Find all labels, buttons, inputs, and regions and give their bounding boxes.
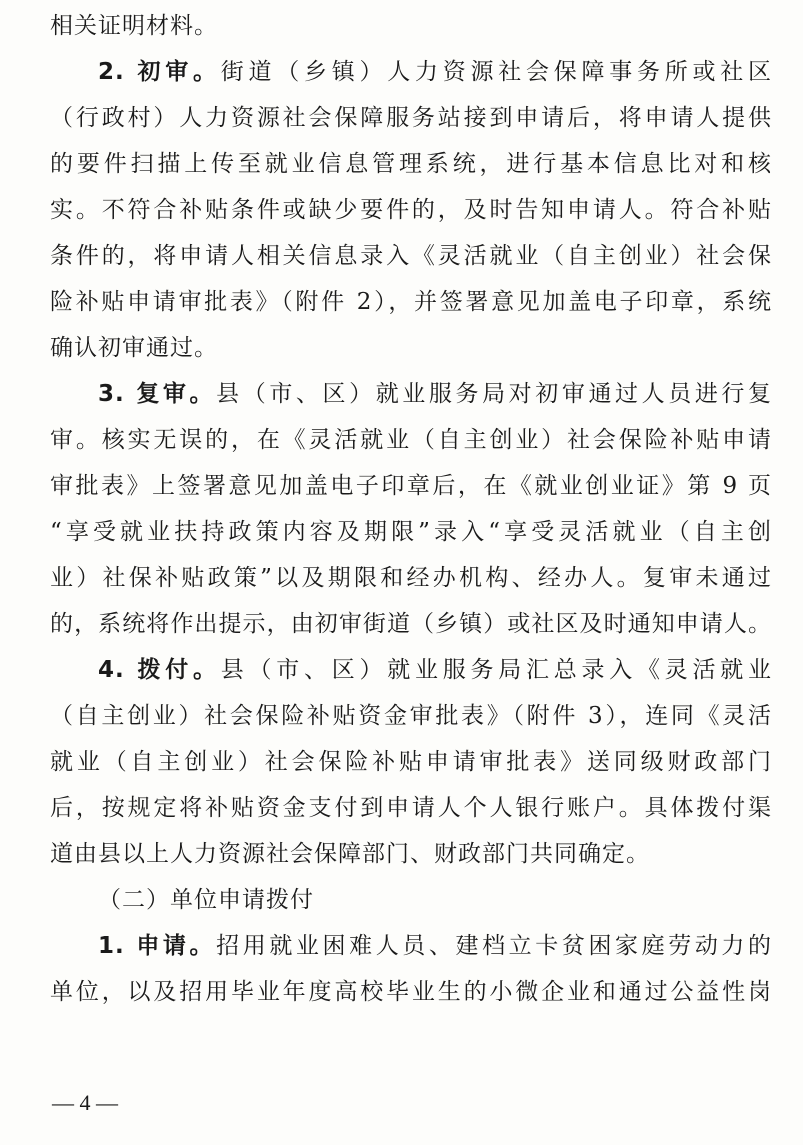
paragraph-line: 条件的，将申请人相关信息录入《灵活就业（自主创业）社会保 (50, 243, 772, 269)
paragraph-line: 相关证明材料。 (50, 13, 218, 39)
paragraph-line: 确认初审通过。 (50, 335, 218, 361)
paragraph-line: 审批表》上签署意见加盖电子印章后，在《就业创业证》第 9 页 (50, 473, 772, 499)
paragraph-first-line: 4. 拨付。县（市、区）就业服务局汇总录入《灵活就业 (98, 657, 772, 683)
paragraph-line: “享受就业扶持政策内容及期限”录入“享受灵活就业（自主创 (50, 519, 772, 545)
paragraph-first-line: 1. 申请。招用就业困难人员、建档立卡贫困家庭劳动力的 (98, 933, 772, 959)
paragraph-line: 险补贴申请审批表》（附件 2），并签署意见加盖电子印章，系统 (50, 289, 772, 315)
document-body (50, 3, 772, 1015)
page-number: — 4 — (52, 1090, 118, 1115)
section-title: （二）单位申请拨付 (98, 887, 314, 913)
paragraph-line: 的要件扫描上传至就业信息管理系统，进行基本信息比对和核 (50, 151, 772, 177)
paragraph-heading-initial-review: 2. 初审。 (98, 59, 221, 85)
paragraph-first-line: 2. 初审。街道（乡镇）人力资源社会保障事务所或社区 (98, 59, 772, 85)
paragraph-line: 业）社保补贴政策”以及期限和经办机构、经办人。复审未通过 (50, 565, 772, 591)
paragraph-line: （自主创业）社会保险补贴资金审批表》（附件 3），连同《灵活 (50, 703, 772, 729)
paragraph-first-line: 3. 复审。县（市、区）就业服务局对初审通过人员进行复 (98, 381, 772, 407)
paragraph-line: 审。核实无误的，在《灵活就业（自主创业）社会保险补贴申请 (50, 427, 772, 453)
paragraph-line: （行政村）人力资源社会保障服务站接到申请后，将申请人提供 (50, 105, 772, 131)
paragraph-line: 就业（自主创业）社会保险补贴申请审批表》送同级财政部门 (50, 749, 772, 775)
paragraph-line: 单位，以及招用毕业年度高校毕业生的小微企业和通过公益性岗 (50, 979, 772, 1005)
paragraph-line: 的，系统将作出提示，由初审街道（乡镇）或社区及时通知申请人。 (50, 611, 772, 637)
paragraph-line: 实。不符合补贴条件或缺少要件的，及时告知申请人。符合补贴 (50, 197, 772, 223)
paragraph-heading-re-review: 3. 复审。 (98, 381, 217, 407)
paragraph-heading-disbursement: 4. 拨付。 (98, 657, 221, 683)
paragraph-line: 后，按规定将补贴资金支付到申请人个人银行账户。具体拨付渠 (50, 795, 772, 821)
paragraph-line: 道由县以上人力资源社会保障部门、财政部门共同确定。 (50, 841, 650, 867)
paragraph-heading-application: 1. 申请。 (98, 933, 217, 959)
